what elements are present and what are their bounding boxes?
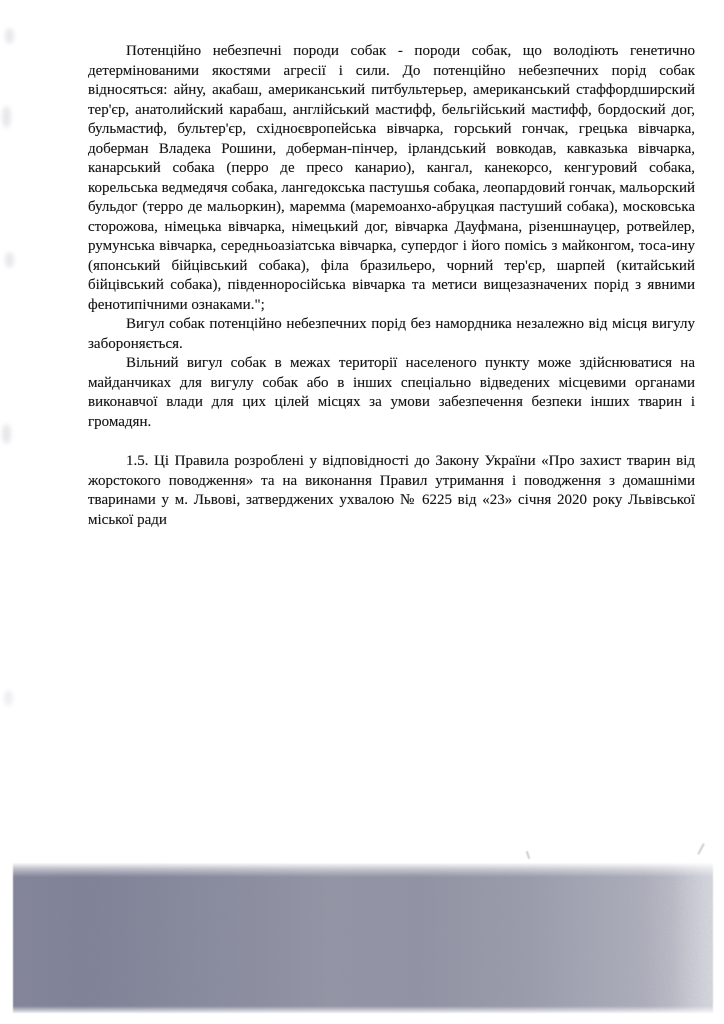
scan-noise-texture [13, 863, 713, 1013]
scan-speck [526, 851, 530, 859]
document-text-block [88, 42, 695, 530]
scan-smudge [4, 690, 13, 706]
scan-smudge [2, 106, 11, 128]
paragraph-muzzle-rule: Вигул собак потенційно небезпечних порід без намордника незалежно від місця вигулу забороняється. [88, 316, 695, 352]
scan-speck [697, 843, 704, 855]
scan-artifact-band [13, 863, 713, 1013]
scan-smudge [5, 28, 14, 44]
paragraph-dangerous-breeds-definition: Потенційно небезпечні породи собак - породи собак, що володіють генетично детермінованими якостями агресії і сили. До потенційно небезпечних порід собак відносяться: айну, акабаш, американський питбультерьер, американський стаффордширский тер'єр, анатолийский карабаш, англійський мастифф, бельгійський мастифф, бордоский дог, бульмастиф, бультер'єр, східноєвропейська вівчарка, горський гончак, грецька вівчарка, доберман Владека Рошини, доберман-пінчер, ірландський вовкодав, кавказька вівчарка, канарський собака (перро де пресо канарио), кангал, канекорсо, кенгуровий собака, корельська ведмедячя собака, лангедокська пастушья собака, леопардовий гончак, мальорский бульдог (терро де мальоркин), маремма (маремоанхо-абруцкая пастуший собака), московська сторожова, німецька вівчарка, німецький дог, вівчарка Дауфмана, різеншнауцер, ротвейлер, румунська вівчарка, середньоазіатська вівчарка, супердог і його помісь з майконгом, тоса-ину (японський бійцівський собака), філа бразильеро, чорний тер'єр, шарпей (китайський бійцівський собака), південноросійська вівчарка та метиси вищезазначених порід з явними фенотипічними ознаками."; [88, 43, 695, 313]
scan-smudge [5, 252, 14, 268]
scan-smudge [2, 424, 11, 444]
paragraph-free-walking-rule: Вільний вигул собак в межах території населеного пункту може здійснюватися на майданчиках для вигулу собак або в інших спеціально відведених місцевими органами виконавчої влади для цих цілей місцях за умови забезпечення безпеки інших тварин і громадян. [88, 355, 695, 430]
paragraph-legal-basis-1-5: 1.5. Ці Правила розроблені у відповідності до Закону України «Про захист тварин від жорстокого поводження» та на виконання Правил утримання і поводження з домашніми тваринами у м. Львові, затверджених ухвалою № 6225 від «23» січня 2020 року Львівської міської ради [88, 453, 695, 528]
